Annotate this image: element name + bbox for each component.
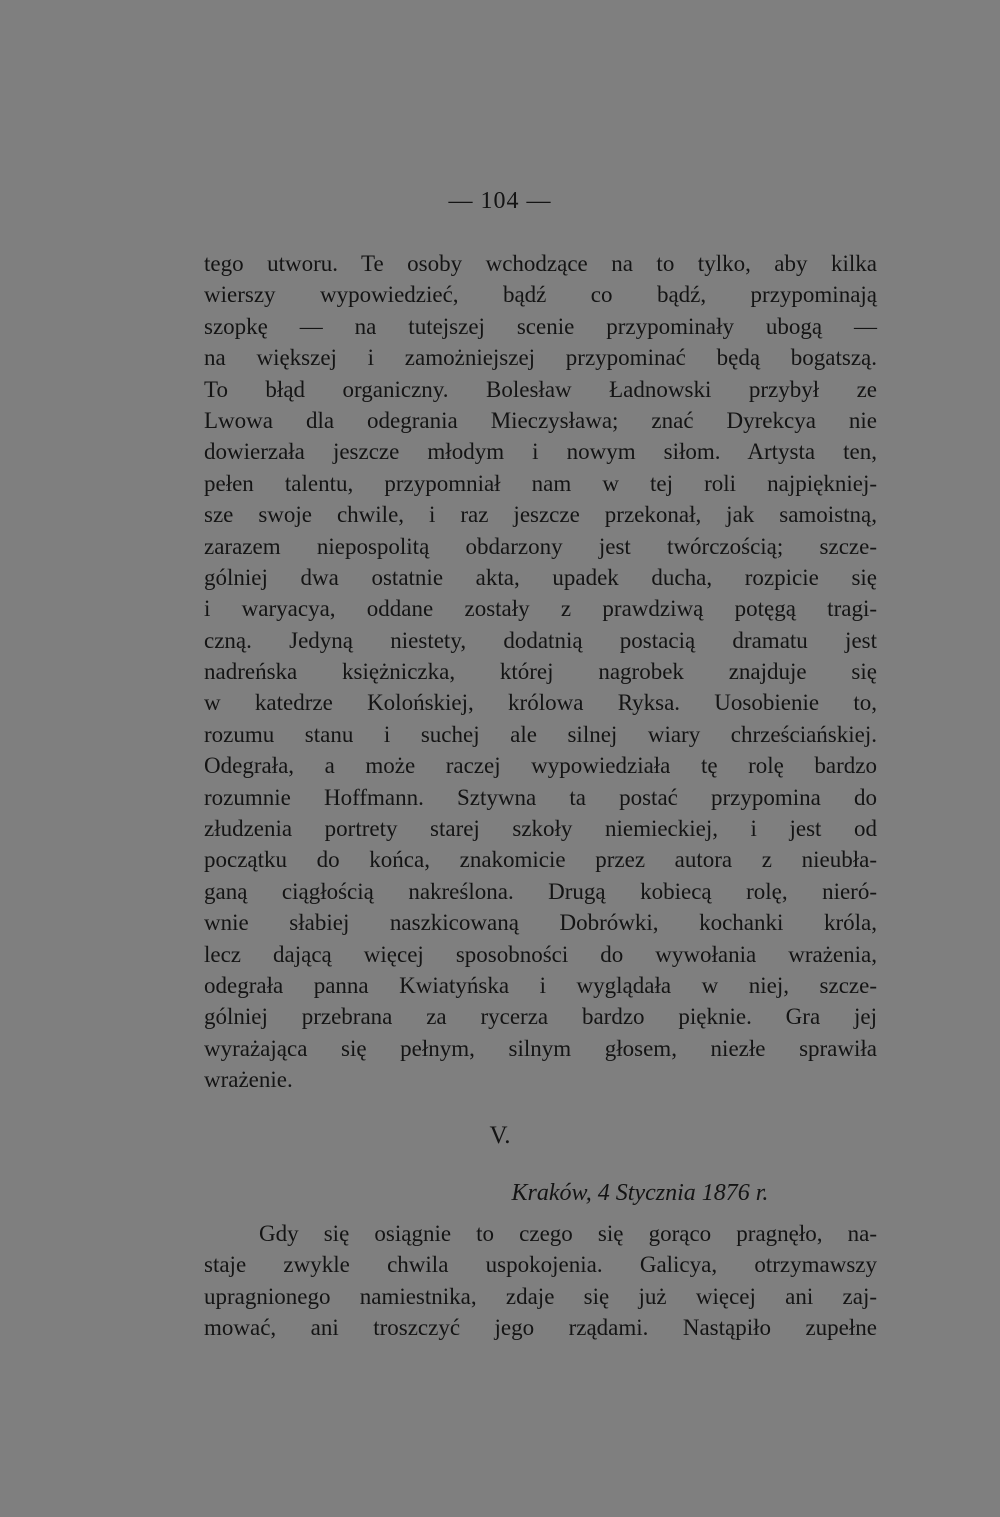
dateline: Kraków, 4 Stycznia 1876 r. xyxy=(511,1180,769,1206)
text-line: Gdy się osiągnie to czego się gorąco pragnęło, na- xyxy=(259,1221,877,1246)
text-line: i waryacya, oddane zostały z prawdziwą potęgą tragi- xyxy=(204,596,877,622)
text-line: wierszy wypowiedzieć, bądź co bądź, przypominają xyxy=(204,282,877,308)
text-line: gólniej przebrana za rycerza bardzo pięknie. Gra jej xyxy=(204,1004,877,1030)
body-paragraph xyxy=(204,248,877,1096)
text-line: Lwowa dla odegrania Mieczysława; znać Dyrekcya nie xyxy=(204,407,877,433)
text-line: złudzenia portrety starej szkoły niemieckiej, i jest od xyxy=(204,816,877,842)
text-line: czną. Jedyną niestety, dodatnią postacią dramatu jest xyxy=(204,627,877,653)
text-line: zarazem niepospolitą obdarzony jest twórczością; szcze- xyxy=(204,533,877,559)
text-line: ganą ciągłością nakreślona. Drugą kobiecą rolę, nieró- xyxy=(204,878,877,904)
text-line: wrażenie. xyxy=(204,1067,293,1093)
text-line: w katedrze Kolońskiej, królowa Ryksa. Uosobienie to, xyxy=(204,690,877,716)
text-line: gólniej dwa ostatnie akta, upadek ducha, rozpicie się xyxy=(204,564,877,590)
body-paragraph xyxy=(204,1218,877,1344)
text-line: pełen talentu, przypomniał nam w tej roli najpiękniej- xyxy=(204,470,877,496)
text-line: lecz dającą więcej sposobności do wywołania wrażenia, xyxy=(204,941,877,967)
text-line: upragnionego namiestnika, zdaje się już więcej ani zaj- xyxy=(204,1283,877,1309)
text-line: tego utworu. Te osoby wchodzące na to tylko, aby kilka xyxy=(204,251,877,276)
text-line: odegrała panna Kwiatyńska i wyglądała w niej, szcze- xyxy=(204,972,877,998)
text-line: wyrażająca się pełnym, silnym głosem, niezłe sprawiła xyxy=(204,1035,877,1061)
page-number: — 104 — xyxy=(448,188,552,214)
text-line: na większej i zamożniejszej przypominać będą bogatszą. xyxy=(204,345,877,371)
text-line: wnie słabiej naszkicowaną Dobrówki, kochanki króla, xyxy=(204,910,877,936)
text-line: dowierzała jeszcze młodym i nowym siłom. Artysta ten, xyxy=(204,439,877,465)
text-line: szopkę — na tutejszej scenie przypominały ubogą — xyxy=(204,313,877,339)
text-line: sze swoje chwile, i raz jeszcze przekonał, jak samoistną, xyxy=(204,502,877,528)
text-line: mować, ani troszczyć jego rządami. Nastąpiło zupełne xyxy=(204,1315,877,1341)
text-line: rozumnie Hoffmann. Sztywna ta postać przypomina do xyxy=(204,784,877,810)
text-line: To błąd organiczny. Bolesław Ładnowski przybył ze xyxy=(204,376,877,402)
section-heading: V. xyxy=(489,1122,511,1149)
text-line: Odegrała, a może raczej wypowiedziała tę rolę bardzo xyxy=(204,753,877,779)
text-line: nadreńska księżniczka, której nagrobek znajduje się xyxy=(204,659,877,685)
text-line: początku do końca, znakomicie przez autora z nieubła- xyxy=(204,847,877,873)
text-line: staje zwykle chwila uspokojenia. Galicya, otrzymawszy xyxy=(204,1252,877,1278)
text-line: rozumu stanu i suchej ale silnej wiary chrześciańskiej. xyxy=(204,721,877,747)
